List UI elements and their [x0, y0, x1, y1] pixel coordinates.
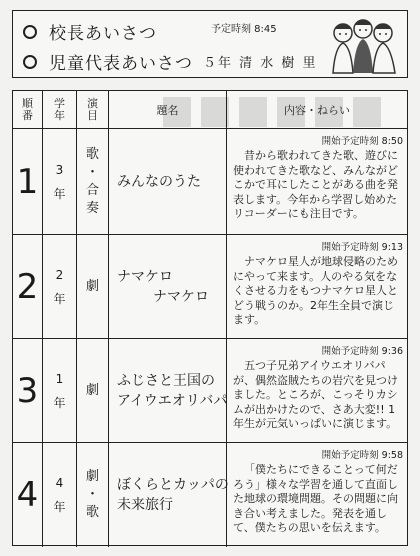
row-title-line: 未来旅行 — [117, 497, 173, 513]
header-type-cell — [77, 91, 109, 128]
row-title-cell — [109, 339, 227, 442]
row-grade-char: 年 — [53, 186, 66, 201]
header-number-cell — [13, 91, 43, 128]
row-type-cell — [77, 339, 109, 442]
row-grade-char: 年 — [53, 291, 66, 306]
header-grade-cell — [43, 91, 77, 128]
row-title-line: ぼくらとカッパの — [117, 477, 229, 493]
row-description: 「僕たちにできることって何だろう」様々な学習を通して直面した地球の環境問題。その問題に向き合い考えました。発表を通して、僕たちの思いを伝えます。 — [233, 463, 398, 534]
row-number-cell — [13, 129, 43, 234]
header-type-char: 目 — [87, 108, 98, 122]
row-grade-cell — [43, 129, 77, 234]
header-description-cell — [227, 91, 407, 128]
row-type-char: 劇 — [85, 382, 99, 398]
program-table — [12, 90, 408, 546]
row-grade-char: 1 — [55, 371, 64, 386]
row-grade-cell — [43, 443, 77, 547]
row-type-cell — [77, 129, 109, 234]
principal-greeting-line — [23, 19, 277, 44]
row-title-cell — [109, 129, 227, 234]
row-grade — [53, 158, 65, 206]
row-start-time: 開始予定時刻 9:36 — [321, 346, 403, 357]
header-number — [22, 98, 33, 122]
row-grade-cell — [43, 339, 77, 442]
row-type — [86, 146, 99, 218]
row-number: 2 — [16, 266, 39, 307]
circle-bullet-icon — [23, 25, 37, 39]
row-title-line: みんなのうた — [117, 173, 201, 190]
row-type — [86, 468, 99, 522]
row-type-char: ・ — [85, 487, 99, 502]
row-number: 4 — [16, 475, 39, 515]
row-description: 昔から歌われてきた歌、遊びに使われてきた歌など、みんながどこかで耳にしたことがある曲を発表します。今年から学習し始めたリコーダーにも注目です。 — [233, 149, 398, 220]
row-type-char: 歌 — [85, 146, 99, 162]
header-description: 内容・ねらい — [284, 103, 350, 117]
student-representative-name: ５年 清 水 樹 里 — [203, 56, 318, 71]
row-type-cell — [77, 443, 109, 547]
header-title-cell — [109, 91, 227, 128]
row-start-time: 開始予定時刻 9:13 — [321, 242, 403, 253]
row-grade-char: 3 — [55, 162, 64, 177]
table-row — [13, 339, 407, 443]
student-greeting-line — [23, 49, 318, 74]
row-number: 3 — [16, 370, 39, 411]
row-title-line: アイウエオリバパ — [117, 392, 228, 409]
header-type-char: 演 — [87, 96, 98, 110]
row-title-line: ふじさと王国の — [117, 372, 215, 389]
row-number: 1 — [16, 161, 39, 202]
row-description-cell — [227, 129, 407, 234]
row-description-cell — [227, 443, 407, 547]
row-description: 五つ子兄弟アイウエオリバパが、偶然盗賊たちの岩穴を見つけました。ところが、こっそりカシムが出かけたので、さあ大変!! 1年生が元気いっぱいに演じます。 — [233, 359, 398, 430]
row-type-char: ・ — [85, 164, 99, 180]
row-description: ナマケロ星人が地球侵略のためにやって来ます。人のやる気をなくさせる力をもつナマケロ星人とどう戦うのか。2年生全員で演じます。 — [233, 255, 398, 326]
row-grade-cell — [43, 235, 77, 338]
row-number-cell — [13, 339, 43, 442]
header-title: 題名 — [156, 103, 179, 117]
ceremony-header — [12, 10, 408, 78]
header-grade-char: 学 — [54, 96, 65, 110]
row-number-cell — [13, 235, 43, 338]
row-grade-char: 年 — [53, 500, 66, 514]
row-type-char: 歌 — [85, 505, 99, 520]
row-title-line: ナマケロ — [117, 268, 173, 285]
header-grade-char: 年 — [54, 108, 65, 122]
row-title-cell — [109, 443, 227, 547]
row-type-char: 劇 — [85, 469, 99, 484]
row-description-cell — [227, 235, 407, 338]
header-type — [87, 98, 98, 122]
row-type-char: 奏 — [85, 200, 99, 216]
row-start-time: 開始予定時刻 8:50 — [321, 136, 403, 147]
row-grade-char: 年 — [53, 395, 66, 410]
principal-greeting-text: 校長あいさつ — [49, 24, 157, 44]
row-grade — [53, 263, 65, 311]
header-number-char: 順 — [22, 96, 33, 110]
table-row — [13, 235, 407, 339]
principal-greeting-schedule: 予定時刻 8:45 — [211, 24, 277, 35]
row-type — [86, 278, 99, 296]
row-title-cell — [109, 235, 227, 338]
table-row — [13, 443, 407, 547]
circle-bullet-icon — [23, 55, 37, 69]
row-description-cell — [227, 339, 407, 442]
row-type-cell — [77, 235, 109, 338]
student-greeting-text: 児童代表あいさつ — [49, 54, 193, 74]
table-row — [13, 129, 407, 235]
row-start-time: 開始予定時刻 9:58 — [321, 450, 403, 461]
row-type-char: 合 — [85, 182, 99, 198]
table-header-row — [13, 91, 407, 129]
row-number-cell — [13, 443, 43, 547]
row-type — [86, 382, 99, 400]
row-grade-char: 4 — [55, 476, 64, 490]
row-type-char: 劇 — [85, 278, 99, 294]
row-title-line: ナマケロ — [153, 288, 209, 305]
row-grade — [53, 471, 65, 519]
row-grade — [53, 367, 65, 415]
header-grade — [54, 98, 65, 122]
row-grade-char: 2 — [55, 267, 64, 282]
children-illustration-icon — [327, 15, 401, 75]
header-number-char: 番 — [22, 108, 33, 122]
